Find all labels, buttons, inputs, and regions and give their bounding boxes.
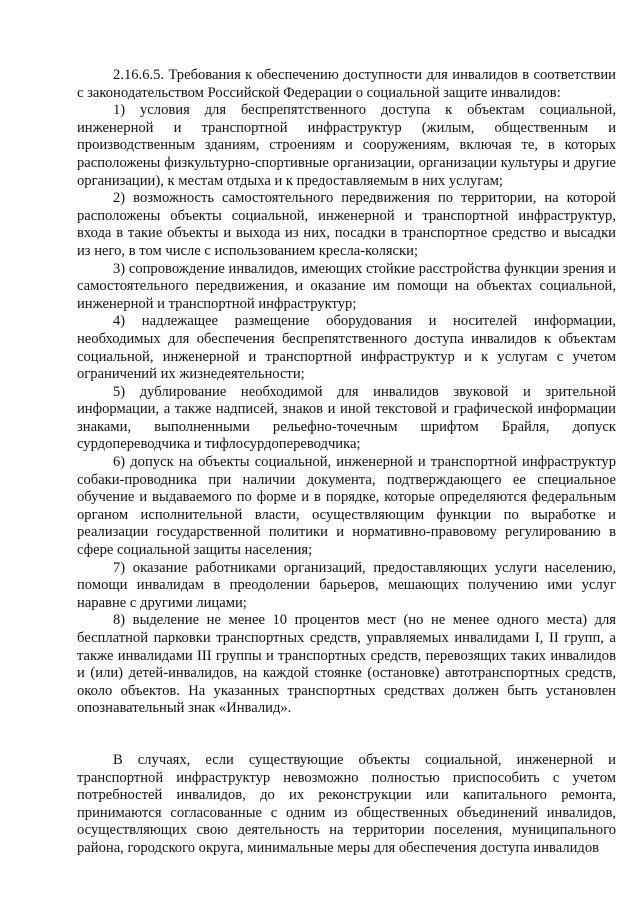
document-page [77, 67, 616, 858]
list-item-4: 4) надлежащее размещение оборудования и носителей информации, необходимых для обеспечения беспрепятственного доступа инвалидов к объектам социальной, инженерной и транспортной инфраструктур и к услугам с учетом ограничений их жизнедеятельности; [77, 313, 616, 383]
section-heading-paragraph: 2.16.6.5. Требования к обеспечению доступности для инвалидов в соответствии с законодательством Российской Федерации о социальной защите инвалидов: [77, 67, 616, 101]
closing-paragraph: В случаях, если существующие объекты социальной, инженерной и транспортной инфраструктур невозможно полностью приспособить с учетом потребностей инвалидов, до их реконструкции или капитального ремонта, принимаются согласованные с одним из общественных объединений инвалидов, осуществляющих свою деятельность на территории поселения, муниципального района, городского округа, минимальные меры для обеспечения доступа инвалидов [77, 751, 616, 856]
list-item-7: 7) оказание работниками организаций, предоставляющих услуги населению, помощи инвалидам в преодолении барьеров, мешающих получению ими услуг наравне с другими лицами; [77, 559, 616, 611]
list-item-5: 5) дублирование необходимой для инвалидов звуковой и зрительной информации, а также надписей, знаков и иной текстовой и графической информации знаками, выполненными рельефно-точечным шрифтом Брайля, допуск сурдопереводчика и тифлосурдопереводчика; [77, 383, 616, 453]
list-item-2: 2) возможность самостоятельного передвижения по территории, на которой расположены объекты социальной, инженерной и транспортной инфраструктур, входа в такие объекты и выхода из них, посадки в транспортное средство и высадки из него, в том числе с использованием кресла-коляски; [77, 190, 616, 259]
list-item-1: 1) условия для беспрепятственного доступа к объектам социальной, инженерной и транспортной инфраструктур (жилым, общественным и производственным зданиям, строениям и сооружениям, включая те, в которых расположены физкультурно-спортивные организации, организации культуры и другие организации), к местам отдыха и к предоставляемым в них услугам; [77, 102, 616, 189]
list-item-3: 3) сопровождение инвалидов, имеющих стойкие расстройства функции зрения и самостоятельного передвижения, и оказание им помощи на объектах социальной, инженерной и транспортной инфраструктур; [77, 260, 616, 312]
list-item-6: 6) допуск на объекты социальной, инженерной и транспортной инфраструктур собаки-проводника при наличии документа, подтверждающего ее специальное обучение и выдаваемого по форме и в порядке, которые определяются федеральным органом исполнительной власти, осуществляющим функции по выработке и реализации государственной политики и нормативно-правовому регулированию в сфере социальной защиты населения; [77, 454, 616, 559]
list-item-8: 8) выделение не менее 10 процентов мест (но не менее одного места) для бесплатной парковки транспортных средств, управляемых инвалидами I, II групп, а также инвалидами III группы и транспортных средств, перевозящих таких инвалидов и (или) детей-инвалидов, на каждой стоянке (остановке) автотранспортных средств, около объектов. На указанных транспортных средствах должен быть установлен опознавательный знак «Инвалид». [77, 612, 616, 717]
